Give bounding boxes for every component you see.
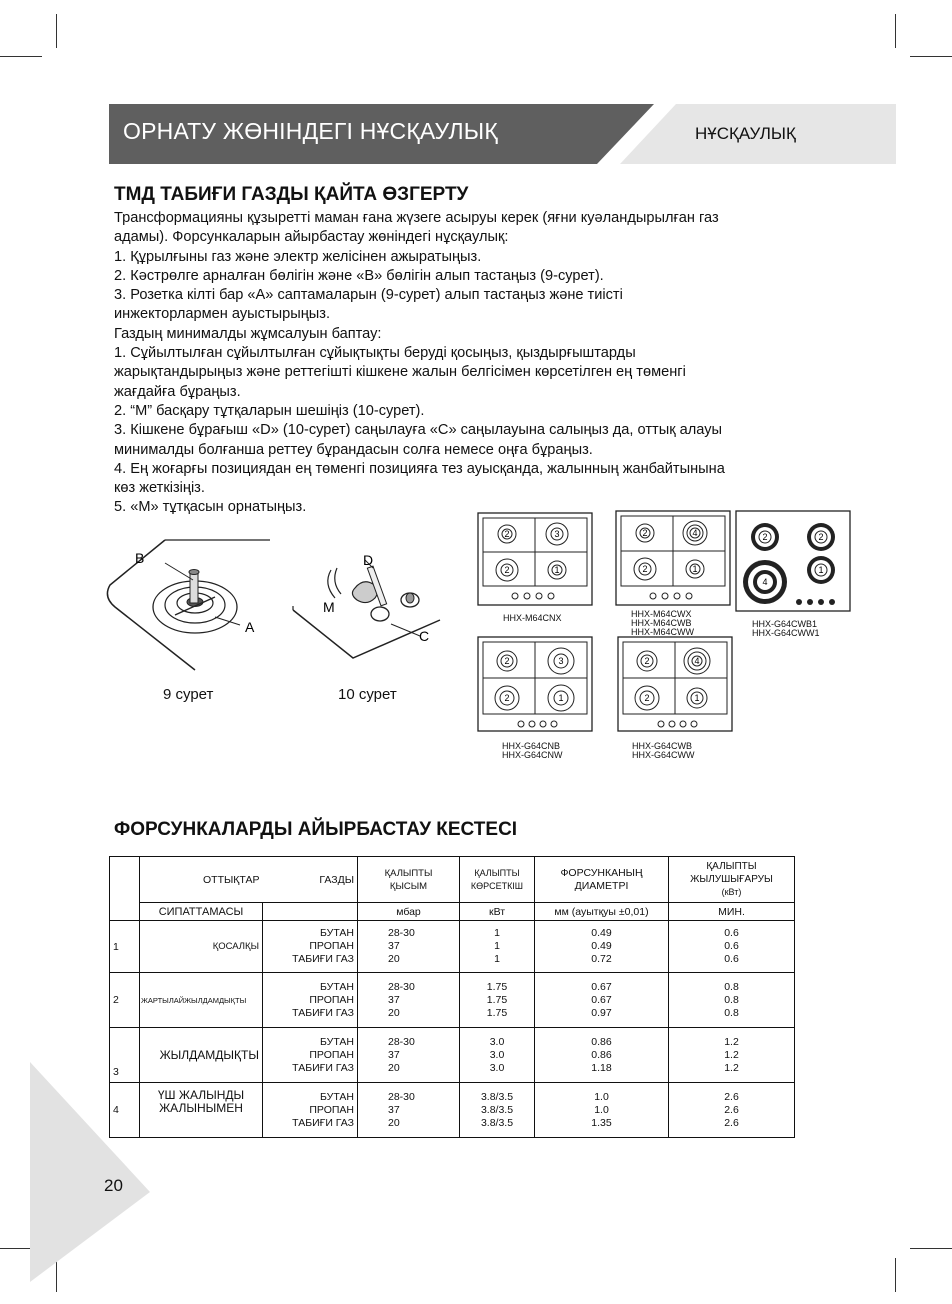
crop-mark xyxy=(910,1248,952,1249)
hob-burner-num: 3 xyxy=(554,529,560,539)
text-line: 5. «M» тұтқасын орнатыңыз. xyxy=(114,499,307,516)
cell-value: 0.49 xyxy=(591,927,612,939)
injector-table xyxy=(109,856,795,1138)
cell-value: ТАБИҒИ ГАЗ xyxy=(292,953,354,965)
cell-value: 3.0 xyxy=(489,1061,505,1074)
cell-value: 0.86 xyxy=(591,1048,612,1061)
cell-value: 20 xyxy=(388,1061,400,1074)
hob-burner-num: 1 xyxy=(692,564,698,574)
burner-name: ЖЫЛДАМДЫҚТЫ xyxy=(140,1028,263,1083)
heat-values xyxy=(669,973,795,1028)
units-gas xyxy=(263,903,358,921)
crop-mark xyxy=(0,56,42,57)
hob-burner-num: 1 xyxy=(558,693,564,703)
cell-value: ПРОПАН xyxy=(309,1048,354,1061)
hob-model-line: HHX-G64CNW xyxy=(502,750,563,760)
cell-value: ТАБИҒИ ГАЗ xyxy=(292,1006,354,1019)
units-diameter: мм (ауытқуы ±0,01) xyxy=(535,903,669,921)
diameter-values xyxy=(535,973,669,1028)
heat-values xyxy=(669,1028,795,1083)
text-line: адамы). Форсункаларын айырбастау жөніндегі нұсқаулық: xyxy=(114,229,509,246)
cell-value: ПРОПАН xyxy=(309,940,354,952)
cell-value: 37 xyxy=(388,940,400,952)
row-num: 3 xyxy=(110,1028,140,1083)
power-values xyxy=(460,921,535,973)
cell-value: 0.6 xyxy=(724,953,739,965)
hob-model-line: HHX-G64CWW xyxy=(632,750,695,760)
header-num-cell xyxy=(110,857,140,921)
cell-value: 37 xyxy=(388,1048,400,1061)
hob-burner-num: 2 xyxy=(504,529,510,539)
crop-mark xyxy=(895,1258,896,1292)
fig9-label-b: B xyxy=(135,550,145,566)
text-line: минималды болғанша реттеу бұрандасын солға немесе оңға бұраңыз. xyxy=(114,441,593,458)
header-text: ҚАЛЫПТЫ xyxy=(706,861,757,872)
hob-model-label: HHX-M64CNX xyxy=(503,613,562,623)
fig10-label-d: D xyxy=(363,552,374,568)
cell-value: 0.86 xyxy=(591,1035,612,1048)
units-heat: МИН. xyxy=(669,903,795,921)
header-text: ЖЫЛУШЫҒАРУЫ xyxy=(690,874,773,885)
cell-value: 1.0 xyxy=(594,1090,609,1103)
cell-value: БУТАН xyxy=(320,1035,354,1048)
table-header-row xyxy=(110,857,795,903)
header-power xyxy=(460,857,535,903)
instructions-text xyxy=(114,209,804,518)
hob-model-label xyxy=(752,620,820,638)
hob-burner-num: 2 xyxy=(642,564,648,574)
hob-burner-num: 2 xyxy=(504,693,510,703)
cell-value: 3.0 xyxy=(489,1035,505,1048)
cell-value: 1.2 xyxy=(724,1048,739,1061)
gas-types xyxy=(263,1028,358,1083)
power-values xyxy=(460,1028,535,1083)
cell-value: 2.6 xyxy=(724,1090,739,1103)
cell-value: 28-30 xyxy=(388,1035,415,1048)
pressure-values xyxy=(358,1028,460,1083)
hob-model-label xyxy=(502,742,563,760)
hob-diagram-g64cwb1 xyxy=(735,510,851,612)
cell-value: ПРОПАН xyxy=(309,1103,354,1116)
diameter-values xyxy=(535,1028,669,1083)
hob-model-line: HHX-G64CWW1 xyxy=(752,628,820,638)
fig10-label-c: C xyxy=(419,628,430,644)
crop-mark xyxy=(910,56,952,57)
text-line: жарықтандырыңыз және реттегішті кішкене жалын белгісімен көрсетілген ең төменгі xyxy=(114,364,686,381)
table-row xyxy=(110,973,795,1028)
hob-burner-num: 2 xyxy=(504,656,510,666)
cell-value: 1.75 xyxy=(486,993,508,1006)
hob-model-line: HHX-M64CWB xyxy=(631,618,692,628)
cell-value: 0.49 xyxy=(591,940,612,952)
cell-value: 1 xyxy=(494,940,500,952)
cell-value: 3.8/3.5 xyxy=(480,1103,514,1116)
header-text: (кВт) xyxy=(721,887,742,897)
figure-9-burner-diagram xyxy=(105,535,275,675)
figure-10-knob-diagram xyxy=(285,548,455,668)
table-row xyxy=(110,921,795,973)
section-title-conversion: ТМД ТАБИҒИ ГАЗДЫ ҚАЙТА ӨЗГЕРТУ xyxy=(114,184,469,205)
power-values xyxy=(460,973,535,1028)
cell-value: 20 xyxy=(388,1116,400,1129)
text-line: Газдың минималды жұмсалуын баптау: xyxy=(114,325,382,342)
hob-model-line: HHX-G64CWB xyxy=(632,741,693,751)
crop-mark xyxy=(56,1258,57,1292)
text-line: 1. Сұйылтылған сұйылтылған сұйықтықты беруді қосыңыз, қыздырғыштарды xyxy=(114,345,636,362)
text-line: 2. “M” басқару тұтқаларын шешіңіз (10-сурет). xyxy=(114,402,425,419)
header-title: ОРНАТУ ЖӨНІНДЕГІ НҰСҚАУЛЫҚ xyxy=(123,118,498,144)
table-row xyxy=(110,1083,795,1138)
hob-model-line: HHX-M64CWW xyxy=(631,627,694,637)
diameter-values xyxy=(535,1083,669,1138)
hob-burner-num: 2 xyxy=(644,693,650,703)
header-text: ҚАЛЫПТЫ xyxy=(384,867,433,879)
crop-mark xyxy=(56,14,57,48)
text-line: 2. Кәстрөлге арналған бөлігін және «В» бөлігін алып тастаңыз (9-сурет). xyxy=(114,267,604,284)
cell-value: 3.8/3.5 xyxy=(480,1090,514,1103)
cell-value: ҮШ ЖАЛЫНДЫ xyxy=(157,1088,245,1102)
hob-burner-num: 2 xyxy=(504,565,510,575)
cell-value: ТАБИҒИ ГАЗ xyxy=(292,1116,354,1129)
hob-burner-num: 2 xyxy=(642,528,648,538)
section-title-injector-table: ФОРСУНКАЛАРДЫ АЙЫРБАСТАУ КЕСТЕСІ xyxy=(114,819,518,840)
hob-burner-num: 1 xyxy=(694,693,700,703)
burner-name xyxy=(140,1083,263,1138)
hob-burner-num: 4 xyxy=(694,656,700,666)
table-units-row xyxy=(110,903,795,921)
burner-name: ҚОСАЛҚЫ xyxy=(140,921,263,973)
units-burners: СИПАТТАМАСЫ xyxy=(140,903,263,921)
cell-value: 1.2 xyxy=(724,1061,739,1074)
hob-diagram-m64cw xyxy=(615,510,731,606)
gas-types xyxy=(263,973,358,1028)
cell-value: 0.67 xyxy=(591,980,612,993)
row-num: 2 xyxy=(110,973,140,1028)
cell-value: 0.8 xyxy=(724,1006,739,1019)
text-line: инжекторлармен ауыстырыңыз. xyxy=(114,306,331,323)
text-line: 3. Кішкене бұрағыш «D» (10-сурет) саңылауға «C» саңылауына салыңыз да, оттық алауы xyxy=(114,422,722,439)
hob-diagram-m64cnx xyxy=(477,512,593,606)
cell-value: 1.2 xyxy=(724,1035,739,1048)
units-power: кВт xyxy=(460,903,535,921)
cell-value: БУТАН xyxy=(320,980,354,993)
cell-value: 3.8/3.5 xyxy=(480,1116,514,1129)
hob-burner-num: 2 xyxy=(644,656,650,666)
cell-value: 20 xyxy=(388,1006,400,1019)
header-text: ФОРСУНКАНЫҢ xyxy=(560,866,643,879)
hob-burner-num: 1 xyxy=(554,565,560,575)
cell-value: 0.67 xyxy=(591,993,612,1006)
heat-values xyxy=(669,1083,795,1138)
cell-value: ПРОПАН xyxy=(309,993,354,1006)
cell-value: 28-30 xyxy=(388,980,415,993)
table-row xyxy=(110,1028,795,1083)
hob-model-line: HHX-G64CWB1 xyxy=(752,619,818,629)
header-diameter xyxy=(535,857,669,903)
cell-value: БУТАН xyxy=(320,927,354,939)
header-gas: ГАЗДЫ xyxy=(263,857,358,903)
units-pressure: мбар xyxy=(358,903,460,921)
figure-9-caption: 9 сурет xyxy=(163,686,214,703)
cell-value: 1.18 xyxy=(591,1061,612,1074)
hob-burner-num: 3 xyxy=(558,656,564,666)
cell-value: 1 xyxy=(494,953,500,965)
pressure-values xyxy=(358,1083,460,1138)
cell-value: 1.75 xyxy=(486,980,508,993)
cell-value: 0.6 xyxy=(724,940,739,952)
hob-burner-num: 2 xyxy=(818,532,824,542)
row-num: 4 xyxy=(110,1083,140,1138)
header-text: ҚАЛЫПТЫ xyxy=(474,867,520,878)
fig10-label-m: M xyxy=(323,599,335,615)
text-line: жағдайға бұраңыз. xyxy=(114,383,241,400)
cell-value: 2.6 xyxy=(724,1103,739,1116)
fig9-label-a: A xyxy=(245,619,255,635)
hob-burner-num: 1 xyxy=(818,565,824,575)
pressure-values xyxy=(358,973,460,1028)
text-line: 1. Құрылғыны газ және электр желісінен ажыратыңыз. xyxy=(114,248,482,265)
cell-value: 20 xyxy=(388,953,400,965)
header-heat xyxy=(669,857,795,903)
cell-value: 28-30 xyxy=(388,1090,415,1103)
header-tab-label: НҰСҚАУЛЫҚ xyxy=(695,124,796,143)
gas-types xyxy=(263,1083,358,1138)
cell-value: 37 xyxy=(388,993,400,1006)
header-text: КӨРСЕТКІШ xyxy=(470,880,524,891)
text-line: 4. Ең жоғарғы позициядан ең төменгі позицияға тез ауысқанда, жалынның жанбайтынына xyxy=(114,460,725,477)
cell-value: 28-30 xyxy=(388,927,415,939)
burner-name: ЖАРТЫЛАЙЖЫЛДАМДЫҚТЫ xyxy=(140,973,263,1028)
hob-burner-num: 4 xyxy=(692,528,698,538)
cell-value: ТАБИҒИ ГАЗ xyxy=(292,1061,354,1074)
hob-model-label xyxy=(631,610,694,637)
cell-value: 0.8 xyxy=(724,980,739,993)
text-line: көз жеткізіңіз. xyxy=(114,480,205,497)
diameter-values xyxy=(535,921,669,973)
cell-value: 1.75 xyxy=(486,1006,508,1019)
cell-value: 3.0 xyxy=(489,1048,505,1061)
cell-value: 0.72 xyxy=(591,953,612,965)
power-values xyxy=(460,1083,535,1138)
cell-value: БУТАН xyxy=(320,1090,354,1103)
crop-mark xyxy=(895,14,896,48)
cell-value: 37 xyxy=(388,1103,400,1116)
hob-model-line: HHX-M64CWX xyxy=(631,609,692,619)
pressure-values xyxy=(358,921,460,973)
header-burners: ОТТЫҚТАР xyxy=(140,857,263,903)
text-line: 3. Розетка кілті бар «А» саптамаларын (9-сурет) алып тастаңыз және тиісті xyxy=(114,287,623,304)
cell-value: 0.8 xyxy=(724,993,739,1006)
gas-types xyxy=(263,921,358,973)
cell-value: 0.97 xyxy=(591,1006,612,1019)
cell-value: ЖАЛЫНЫМЕН xyxy=(159,1101,243,1115)
row-num: 1 xyxy=(110,921,140,973)
figure-10-caption: 10 сурет xyxy=(338,686,397,703)
cell-value: 1.35 xyxy=(591,1116,612,1129)
heat-values xyxy=(669,921,795,973)
cell-value: 2.6 xyxy=(724,1116,739,1129)
text-line: Трансформацияны құзыретті маман ғана жүзеге асыруы керек (яғни куәландырылған газ xyxy=(114,210,719,226)
hob-model-line: HHX-G64CNB xyxy=(502,741,561,751)
cell-value: 1.0 xyxy=(594,1103,609,1116)
header-text: ДИАМЕТРІ xyxy=(574,879,629,892)
hob-burner-num: 4 xyxy=(762,577,768,587)
page-number: 20 xyxy=(104,1176,123,1195)
hob-model-label xyxy=(632,742,695,760)
hob-diagram-g64cw xyxy=(617,636,733,732)
hob-diagram-g64cn xyxy=(477,636,593,732)
hob-burner-num: 2 xyxy=(762,532,768,542)
cell-value: 0.6 xyxy=(724,927,739,939)
header-text: ҚЫСЫМ xyxy=(389,880,428,892)
cell-value: 1 xyxy=(494,927,500,939)
header-pressure xyxy=(358,857,460,903)
